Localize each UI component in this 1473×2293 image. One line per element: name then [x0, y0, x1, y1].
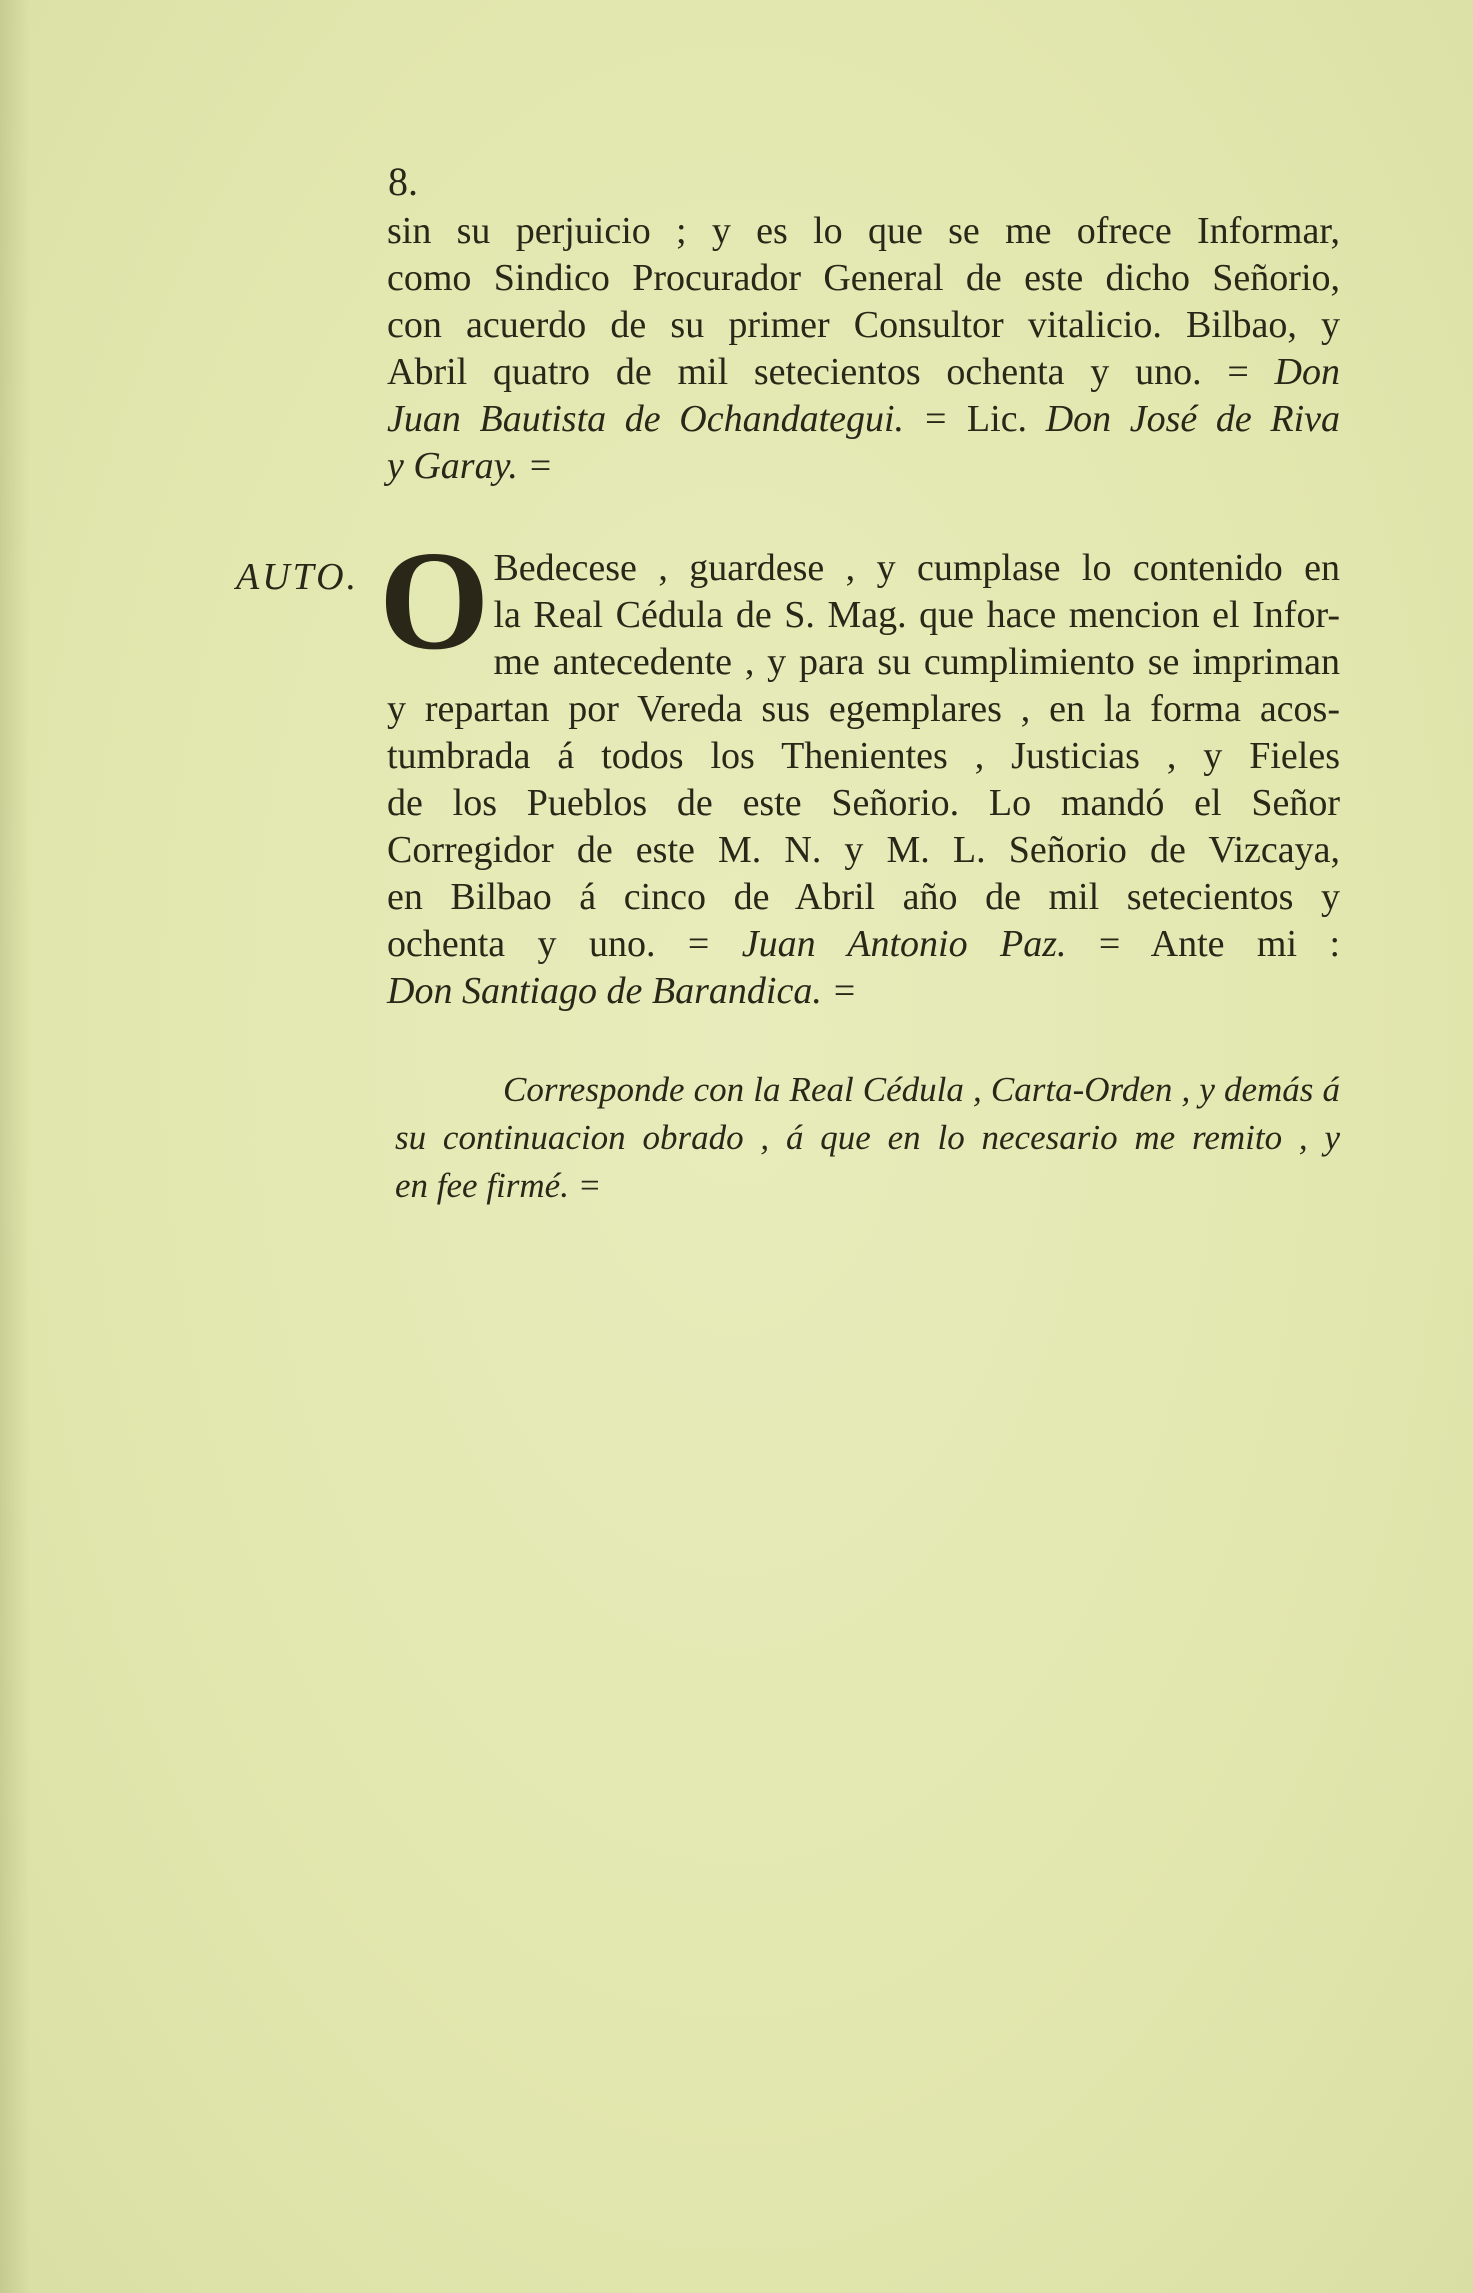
text-line: de los Pueblos de este Señorio. Lo mandó el Señor [387, 782, 1340, 824]
page-number: 8. [388, 159, 418, 204]
text-line: su continuacion obrado , á que en lo necesario me remito , y [395, 1118, 1340, 1157]
drop-cap: O [379, 521, 490, 679]
text-line: en fee firmé. = [395, 1166, 602, 1205]
text-line: Corresponde con la Real Cédula , Carta-Orden , y demás á [503, 1070, 1340, 1109]
text-fragment: Abril quatro de mil setecientos ochenta y uno. = [387, 351, 1275, 393]
text-line: sin su perjuicio ; y es lo que se me ofrece Informar, [387, 210, 1340, 252]
text-line: y repartan por Vereda sus egemplares , en la forma acos- [387, 688, 1340, 730]
text-fragment-italic: Don [1274, 351, 1340, 393]
text-line [387, 396, 1340, 443]
paragraph-certification [395, 1066, 1340, 1210]
paragraph-informe [387, 208, 1340, 490]
signature-name: Juan Antonio Paz. [741, 923, 1067, 965]
text-line: con acuerdo de su primer Consultor vitalicio. Bilbao, y [387, 304, 1340, 346]
text-line: Corregidor de este M. N. y M. L. Señorio de Vizcaya, [387, 829, 1340, 871]
text-line: en Bilbao á cinco de Abril año de mil setecientos y [387, 876, 1340, 918]
text-line: tumbrada á todos los Thenientes , Justicias , y Fieles [387, 735, 1340, 777]
text-fragment: = Ante mi : [1098, 923, 1340, 965]
text-line [387, 921, 1340, 968]
page-edge-shadow [0, 0, 30, 2293]
text-line [387, 349, 1340, 396]
text-fragment-italic: Don José de Riva [1045, 398, 1341, 440]
text-line: la Real Cédula de S. Mag. que hace mencion el Infor- [493, 594, 1340, 636]
text-fragment-italic: Juan Bautista de Ochandategui. = [387, 398, 967, 440]
text-fragment: ochenta y uno. = [387, 923, 742, 965]
text-line: Don Santiago de Barandica. = [387, 970, 857, 1012]
text-line: Bedecese , guardese , y cumplase lo contenido en [493, 547, 1340, 589]
text-line: y Garay. = [387, 445, 554, 487]
text-line: me antecedente , y para su cumplimiento se impriman [493, 641, 1340, 683]
paragraph-auto [379, 521, 1340, 1015]
text-fragment: Lic. [966, 398, 1028, 440]
margin-label-auto: AUTO. [236, 556, 360, 598]
text-line: como Sindico Procurador General de este dicho Señorio, [387, 257, 1340, 299]
